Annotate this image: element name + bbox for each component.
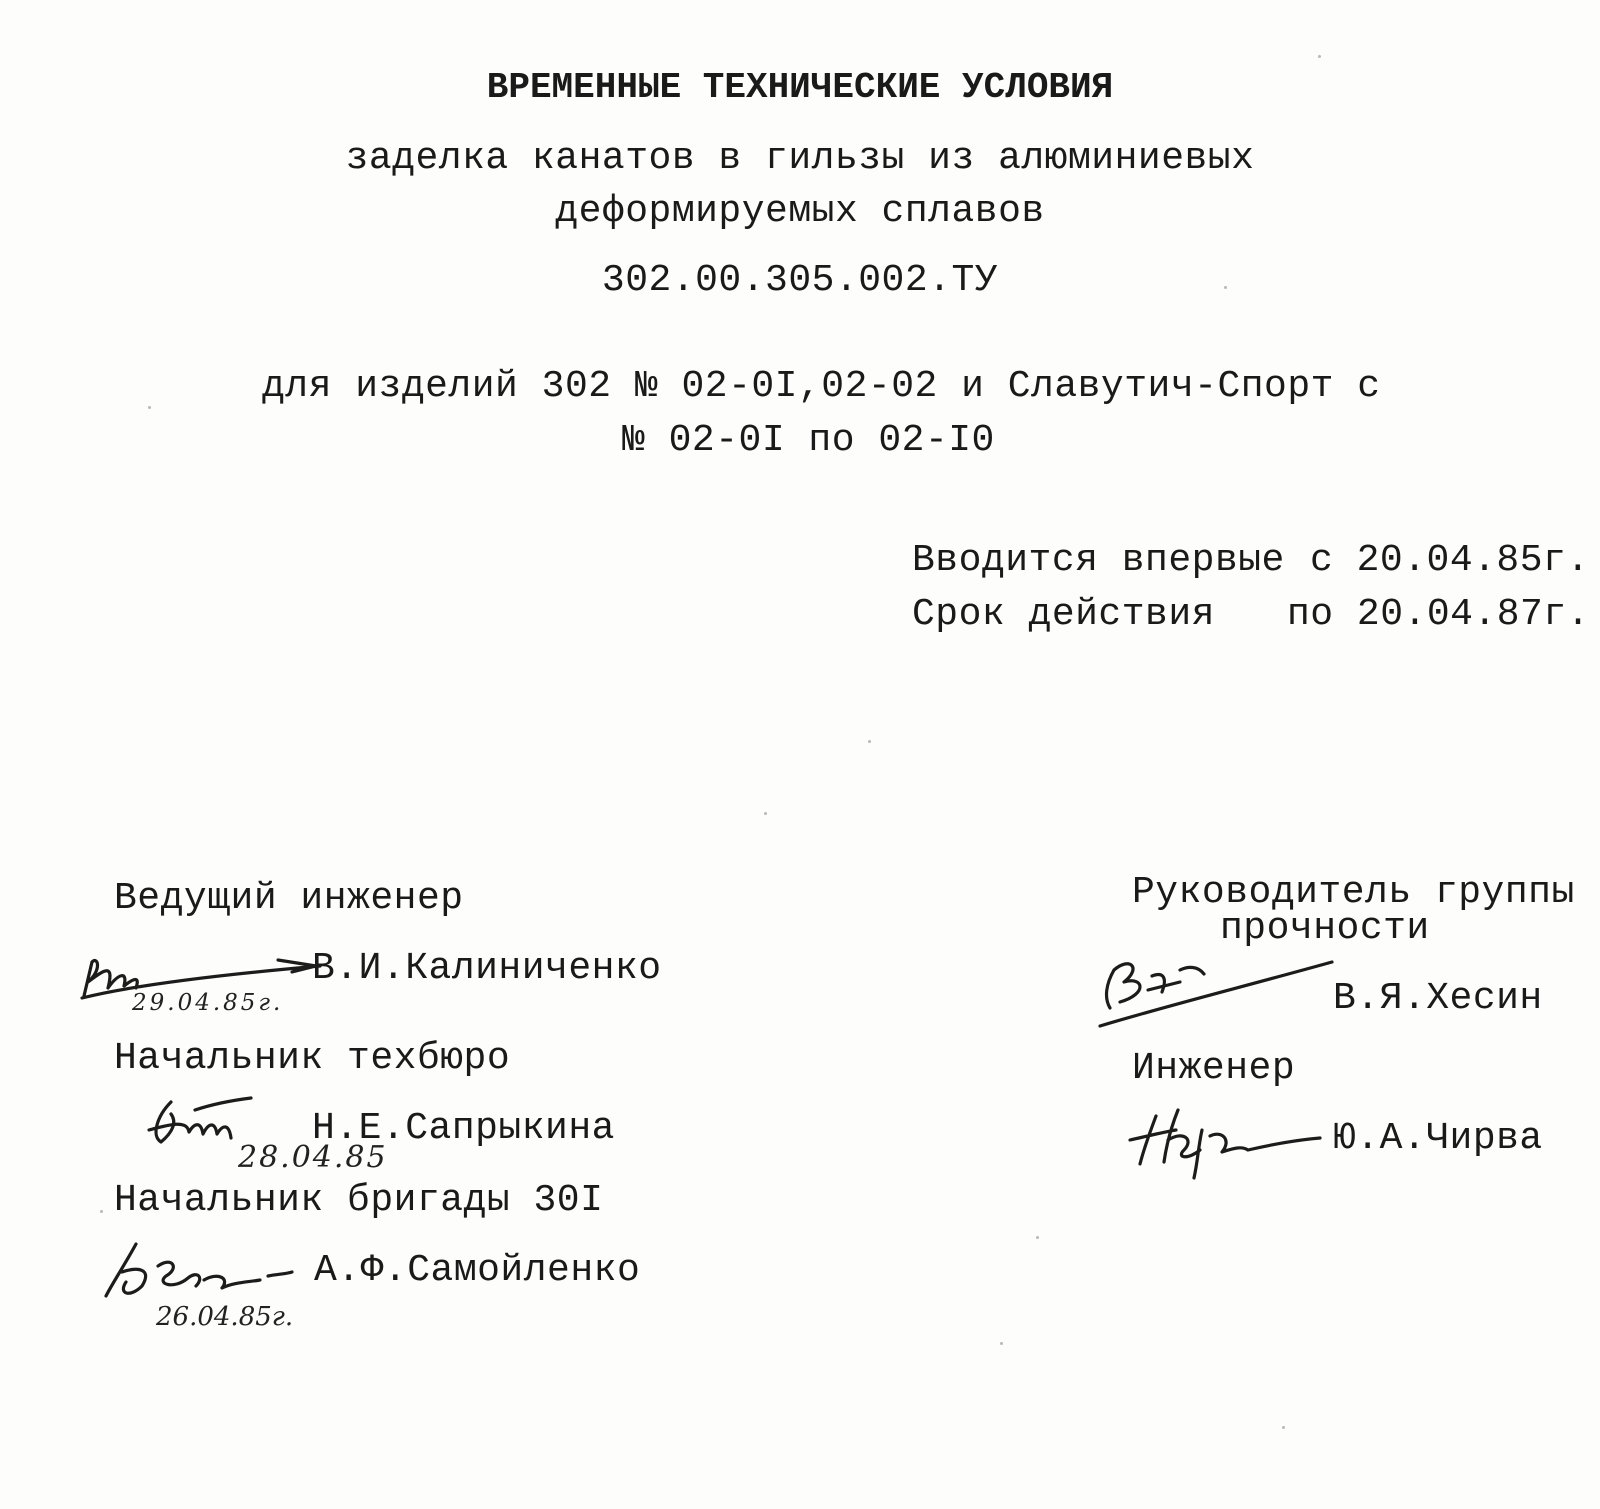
scan-speck: [100, 1210, 103, 1213]
signature-khesin: [1096, 950, 1336, 1032]
position-strength-group-head-line1: Руководитель группы: [1132, 871, 1575, 914]
position-brigade-head: Начальник бригады 30I: [114, 1179, 604, 1222]
scan-speck: [1036, 1236, 1039, 1239]
scan-speck: [1282, 1426, 1285, 1429]
handwritten-date-saprykina: 28.04.85: [238, 1140, 388, 1175]
position-lead-engineer: Ведущий инженер: [114, 877, 464, 920]
handwritten-date-kalinichenko: 29.04.85г.: [132, 990, 284, 1016]
signature-samoilenko: [100, 1236, 295, 1308]
position-engineer: Инженер: [1132, 1047, 1296, 1090]
handwritten-date-samoilenko: 26.04.85г.: [156, 1302, 294, 1332]
position-strength-group-head-line2: прочности: [1220, 907, 1430, 950]
name-khesin: В.Я.Хесин: [1333, 977, 1543, 1020]
scope-line-1: для изделий 302 № 02-0I,02-02 и Славутич-Спорт с: [262, 365, 1381, 408]
term-label: Срок действия: [912, 593, 1215, 636]
scan-speck: [1000, 1342, 1003, 1345]
name-chirva: Ю.А.Чирва: [1333, 1117, 1543, 1160]
document-code: 302.00.305.002.ТУ: [601, 259, 999, 302]
term-date: по 20.04.87г.: [1287, 593, 1590, 636]
scan-speck: [1224, 286, 1227, 289]
position-tech-bureau-head: Начальник техбюро: [114, 1037, 511, 1080]
subtitle-line-1: заделка канатов в гильзы из алюминиевых: [345, 137, 1255, 180]
scan-speck: [764, 812, 767, 815]
subtitle-line-2: деформируемых сплавов: [555, 190, 1045, 233]
name-samoilenko: А.Ф.Самойленко: [314, 1249, 641, 1292]
introduced-label: Вводится впервые: [912, 539, 1285, 582]
name-saprykina: Н.Е.Сапрыкина: [312, 1107, 615, 1150]
scan-speck: [868, 740, 871, 743]
scan-speck: [1318, 55, 1321, 58]
introduced-date: с 20.04.85г.: [1310, 539, 1590, 582]
scan-speck: [148, 406, 151, 409]
signature-chirva: [1124, 1100, 1324, 1182]
name-kalinichenko: В.И.Калиниченко: [312, 947, 662, 990]
document-title: ВРЕМЕННЫЕ ТЕХНИЧЕСКИЕ УСЛОВИЯ: [486, 67, 1114, 108]
scope-line-2: № 02-0I по 02-I0: [622, 419, 995, 462]
